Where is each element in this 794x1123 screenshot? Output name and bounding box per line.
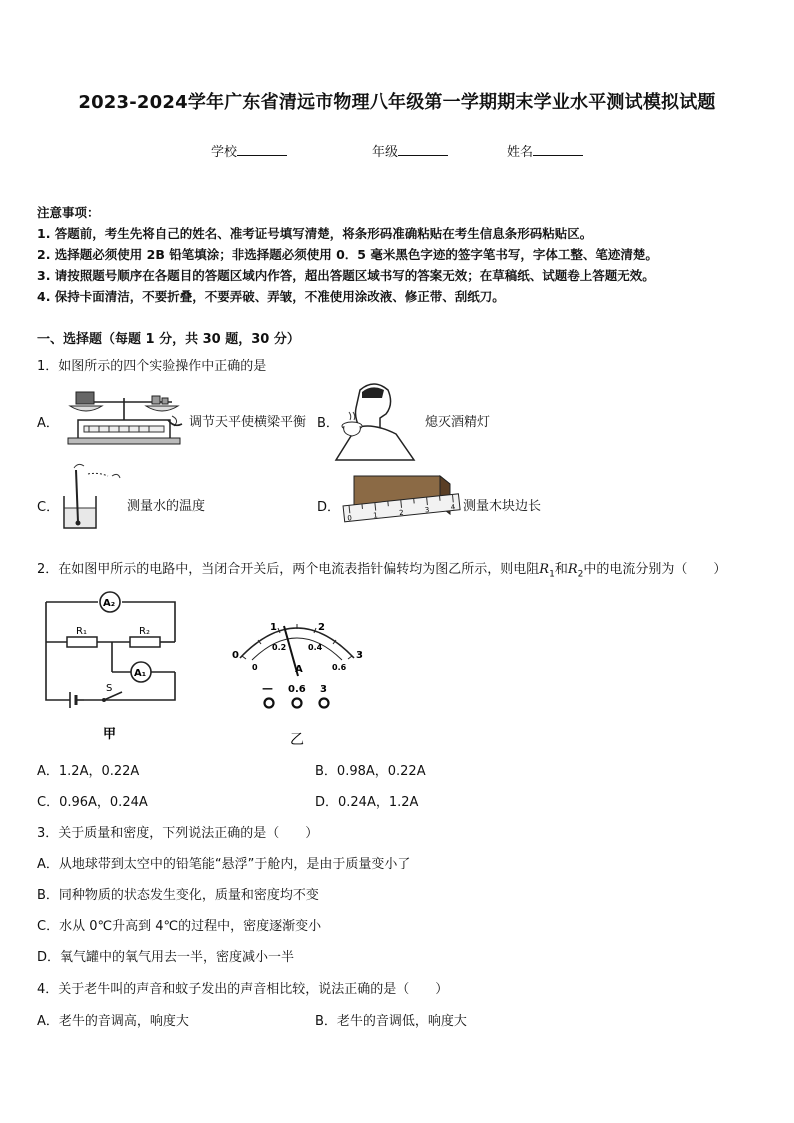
resistor-r2 [130, 637, 160, 647]
dial-outer-tick-label: 0 [232, 650, 239, 661]
circuit-diagram-jia [40, 592, 180, 742]
dial-inner-tick-label: 0 [252, 663, 258, 672]
q1-option-b-letter[interactable]: B． [317, 416, 339, 431]
ruler-block-illustration [340, 472, 462, 530]
terminal-post [265, 699, 274, 708]
school-field[interactable] [211, 141, 287, 160]
switch-label: S [106, 683, 113, 694]
terminal-label: — [262, 682, 273, 695]
question-2-stem [37, 558, 726, 580]
balance-illustration [64, 386, 184, 448]
notice-item: 3. 请按照题号顺序在各题目的答题区域内作答，超出答题区域书写的答案无效；在草稿纸、试题卷上答题无效。 [37, 268, 655, 283]
terminal-post [293, 699, 302, 708]
q1-option-a-letter[interactable]: A． [37, 416, 59, 431]
school-label: 学校 [211, 145, 238, 160]
r1-label: R₁ [76, 626, 87, 637]
question-1-stem: 1．如图所示的四个实验操作中正确的是 [37, 359, 267, 374]
r2-label: R₂ [139, 626, 150, 637]
terminal-label: 0.6 [288, 684, 306, 695]
q1-option-d-caption: 测量木块边长 [463, 499, 542, 514]
grade-blank[interactable] [398, 143, 448, 156]
q2-option-c[interactable]: C．0.96A，0.24A [37, 795, 148, 810]
notice-heading: 注意事项： [37, 205, 100, 220]
q1-option-d-letter[interactable]: D． [317, 500, 341, 515]
ammeter-a2-label: A₂ [103, 598, 116, 609]
ruler-tick-label: 2 [398, 508, 404, 518]
fig-jia-caption: 甲 [103, 727, 117, 742]
notice-item: 4. 保持卡面清洁，不要折叠，不要弄破、弄皱，不准使用涂改液、修正带、刮纸刀。 [37, 289, 505, 304]
dial-outer-tick-label: 2 [318, 622, 325, 633]
q1-option-b-caption: 熄灭酒精灯 [425, 415, 491, 430]
ruler-tick-label: 4 [450, 503, 456, 512]
r2-symbol: R [567, 562, 578, 577]
q2-option-d[interactable]: D．0.24A，1.2A [315, 795, 419, 810]
name-label: 姓名 [507, 145, 534, 160]
grade-label: 年级 [372, 145, 399, 160]
r2-subscript: 2 [577, 569, 584, 580]
terminal-label: 3 [320, 684, 327, 695]
q2-stem-part-a: 2．在如图甲所示的电路中，当闭合开关后，两个电流表指针偏转均为图乙所示，则电阻 [37, 562, 540, 577]
dial-outer-tick-label: 3 [356, 650, 363, 661]
resistor-r1 [67, 637, 97, 647]
q3-option-a[interactable]: A．从地球带到太空中的铅笔能“悬浮”于舱内，是由于质量变小了 [37, 857, 411, 872]
q4-option-b[interactable]: B．老牛的音调低，响度大 [315, 1014, 467, 1029]
q1-option-c-caption: 测量水的温度 [127, 499, 206, 514]
ammeter-a1-label: A₁ [134, 668, 147, 679]
section-title: 一、选择题（每题 1 分，共 30 题，30 分） [37, 332, 300, 347]
q2-option-b[interactable]: B．0.98A，0.22A [315, 764, 426, 779]
q3-option-c[interactable]: C．水从 0℃升高到 4℃的过程中，密度逐渐变小 [37, 919, 322, 934]
ruler-tick-label: 1 [372, 511, 379, 520]
fig-yi-caption: 乙 [290, 732, 304, 748]
r1-subscript: 1 [549, 569, 555, 580]
alcohol-lamp-illustration [332, 380, 422, 462]
terminal-post [320, 699, 329, 708]
question-4-stem: 4．关于老牛叫的声音和蚊子发出的声音相比较，说法正确的是（ ） [37, 982, 449, 997]
q2-stem-mid: 和 [554, 562, 568, 577]
name-blank[interactable] [533, 143, 583, 156]
question-3-stem: 3．关于质量和密度，下列说法正确的是（ ） [37, 826, 319, 841]
ruler-tick-label: 3 [424, 505, 430, 515]
q3-option-b[interactable]: B．同种物质的状态发生变化，质量和密度均不变 [37, 888, 319, 903]
page-title: 2023-2024学年广东省清远市物理八年级第一学期期末学业水平测试模拟试题 [78, 92, 716, 113]
thermometer-beaker-illustration [60, 462, 130, 532]
ammeter-dial-yi [222, 598, 372, 748]
q4-option-a[interactable]: A．老牛的音调高，响度大 [37, 1014, 189, 1029]
dial-inner-tick-label: 0.6 [332, 663, 347, 672]
ruler-tick-label: 0 [346, 514, 353, 523]
q1-option-a-caption: 调节天平使横梁平衡 [189, 415, 307, 430]
q2-option-a[interactable]: A．1.2A，0.22A [37, 764, 140, 779]
q3-option-d[interactable]: D．氧气罐中的氧气用去一半，密度减小一半 [37, 950, 295, 965]
notice-item: 2. 选择题必须使用 2B 铅笔填涂；非选择题必须使用 0．5 毫米黑色字迹的签字笔书写，字体工整、笔迹清楚。 [37, 247, 658, 262]
notice-item: 1. 答题前，考生先将自己的姓名、准考证号填写清楚，将条形码准确粘贴在考生信息条形码粘贴区。 [37, 226, 593, 241]
dial-inner-tick-label: 0.2 [272, 643, 287, 652]
q1-option-c-letter[interactable]: C． [37, 500, 60, 515]
dial-unit: A [295, 664, 303, 675]
dial-outer-tick-label: 1 [270, 622, 277, 633]
name-field[interactable] [507, 141, 583, 160]
school-blank[interactable] [237, 143, 287, 156]
grade-field[interactable] [372, 141, 448, 160]
q2-stem-part-b: 中的电流分别为（ ） [583, 562, 727, 577]
r1-symbol: R [539, 562, 550, 577]
dial-inner-tick-label: 0.4 [308, 643, 323, 652]
